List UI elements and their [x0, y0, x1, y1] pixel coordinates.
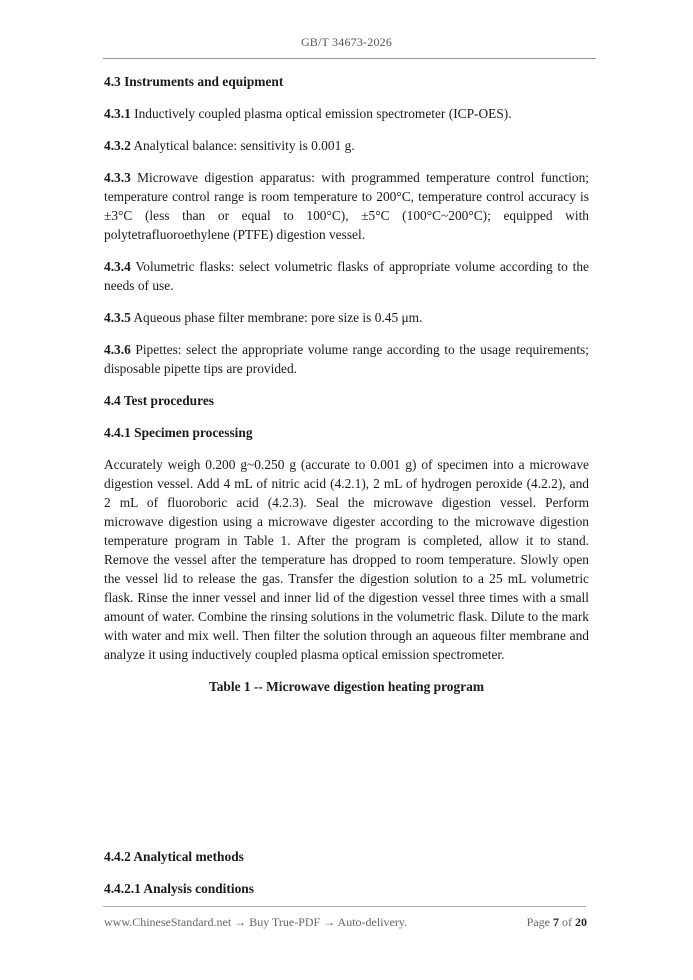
clause-number: 4.3.6 [104, 342, 131, 357]
clause-4-3-3 [104, 168, 589, 244]
clause-number: 4.3.3 [104, 170, 131, 185]
section-4-4-2-1-heading: 4.4.2.1 Analysis conditions [104, 881, 254, 896]
clause-4-3-5 [104, 308, 589, 327]
clause-number: 4.3.4 [104, 259, 131, 274]
clause-text: Pipettes: select the appropriate volume range according to the usage requirements; disposable pipette tips are provided. [104, 342, 589, 376]
clause-4-3-1 [104, 104, 589, 123]
clause-number: 4.3.5 [104, 310, 131, 325]
current-page: 7 [553, 915, 559, 929]
footer-link[interactable]: www.ChineseStandard.net → Buy True-PDF → Auto-delivery. [104, 915, 408, 929]
clause-text: Microwave digestion apparatus: with programmed temperature control function; temperature control range is room temperature to 200°C, temperature control accuracy is ±3°C (less than or equal to 100°C), ±5°C (100°C~200°C); equipped with polytetrafluoroethylene (PTFE) digestion vessel. [104, 170, 589, 242]
of-word: of [562, 915, 572, 929]
clause-number: 4.3.1 [104, 106, 131, 121]
section-4-3-heading: 4.3 Instruments and equipment [104, 74, 284, 89]
table-1-caption: Table 1 -- Microwave digestion heating program [209, 679, 484, 694]
total-pages: 20 [575, 915, 587, 929]
clause-4-3-4 [104, 257, 589, 295]
clause-text: Analytical balance: sensitivity is 0.001 g. [133, 138, 355, 153]
document-code-header: GB/T 34673-2026 [300, 35, 393, 49]
section-4-4-2-heading: 4.4.2 Analytical methods [104, 849, 244, 864]
section-4-4-heading: 4.4 Test procedures [104, 393, 214, 408]
page-number [527, 915, 587, 930]
clause-4-3-2 [104, 136, 589, 155]
clause-text: Inductively coupled plasma optical emission spectrometer (ICP-OES). [134, 106, 512, 121]
document-body [104, 72, 589, 898]
clause-number: 4.3.2 [104, 138, 131, 153]
specimen-processing-paragraph: Accurately weigh 0.200 g~0.250 g (accurate to 0.001 g) of specimen into a microwave digestion vessel. Add 4 mL of nitric acid (4.2.1), 2 mL of hydrogen peroxide (4.2.2), and 2 mL of fluoroboric acid (4.2.3). Seal the microwave digestion vessel. Perform microwave digestion using a microwave digester according to the microwave digestion temperature program in Table 1. After the program is completed, allow it to stand. Remove the vessel after the temperature has dropped to room temperature. Slowly open the vessel lid to release the gas. Transfer the digestion solution to a 25 mL volumetric flask. Rinse the inner vessel and inner lid of the digestion vessel three times with a small amount of water. Combine the rinsing solutions in the volumetric flask. Dilute to the mark with water and mix well. Then filter the solution through an aqueous filter membrane and analyze it using inductively coupled plasma optical emission spectrometer. [104, 457, 589, 662]
table-1-placeholder [104, 696, 589, 834]
page-word: Page [526, 915, 550, 929]
footer-divider [103, 906, 586, 907]
clause-4-3-6 [104, 340, 589, 378]
header-divider [103, 58, 596, 59]
clause-text: Volumetric flasks: select volumetric flasks of appropriate volume according to the needs of use. [104, 259, 589, 293]
page-footer [104, 915, 587, 930]
clause-text: Aqueous phase filter membrane: pore size is 0.45 μm. [133, 310, 423, 325]
section-4-4-1-heading: 4.4.1 Specimen processing [104, 425, 253, 440]
